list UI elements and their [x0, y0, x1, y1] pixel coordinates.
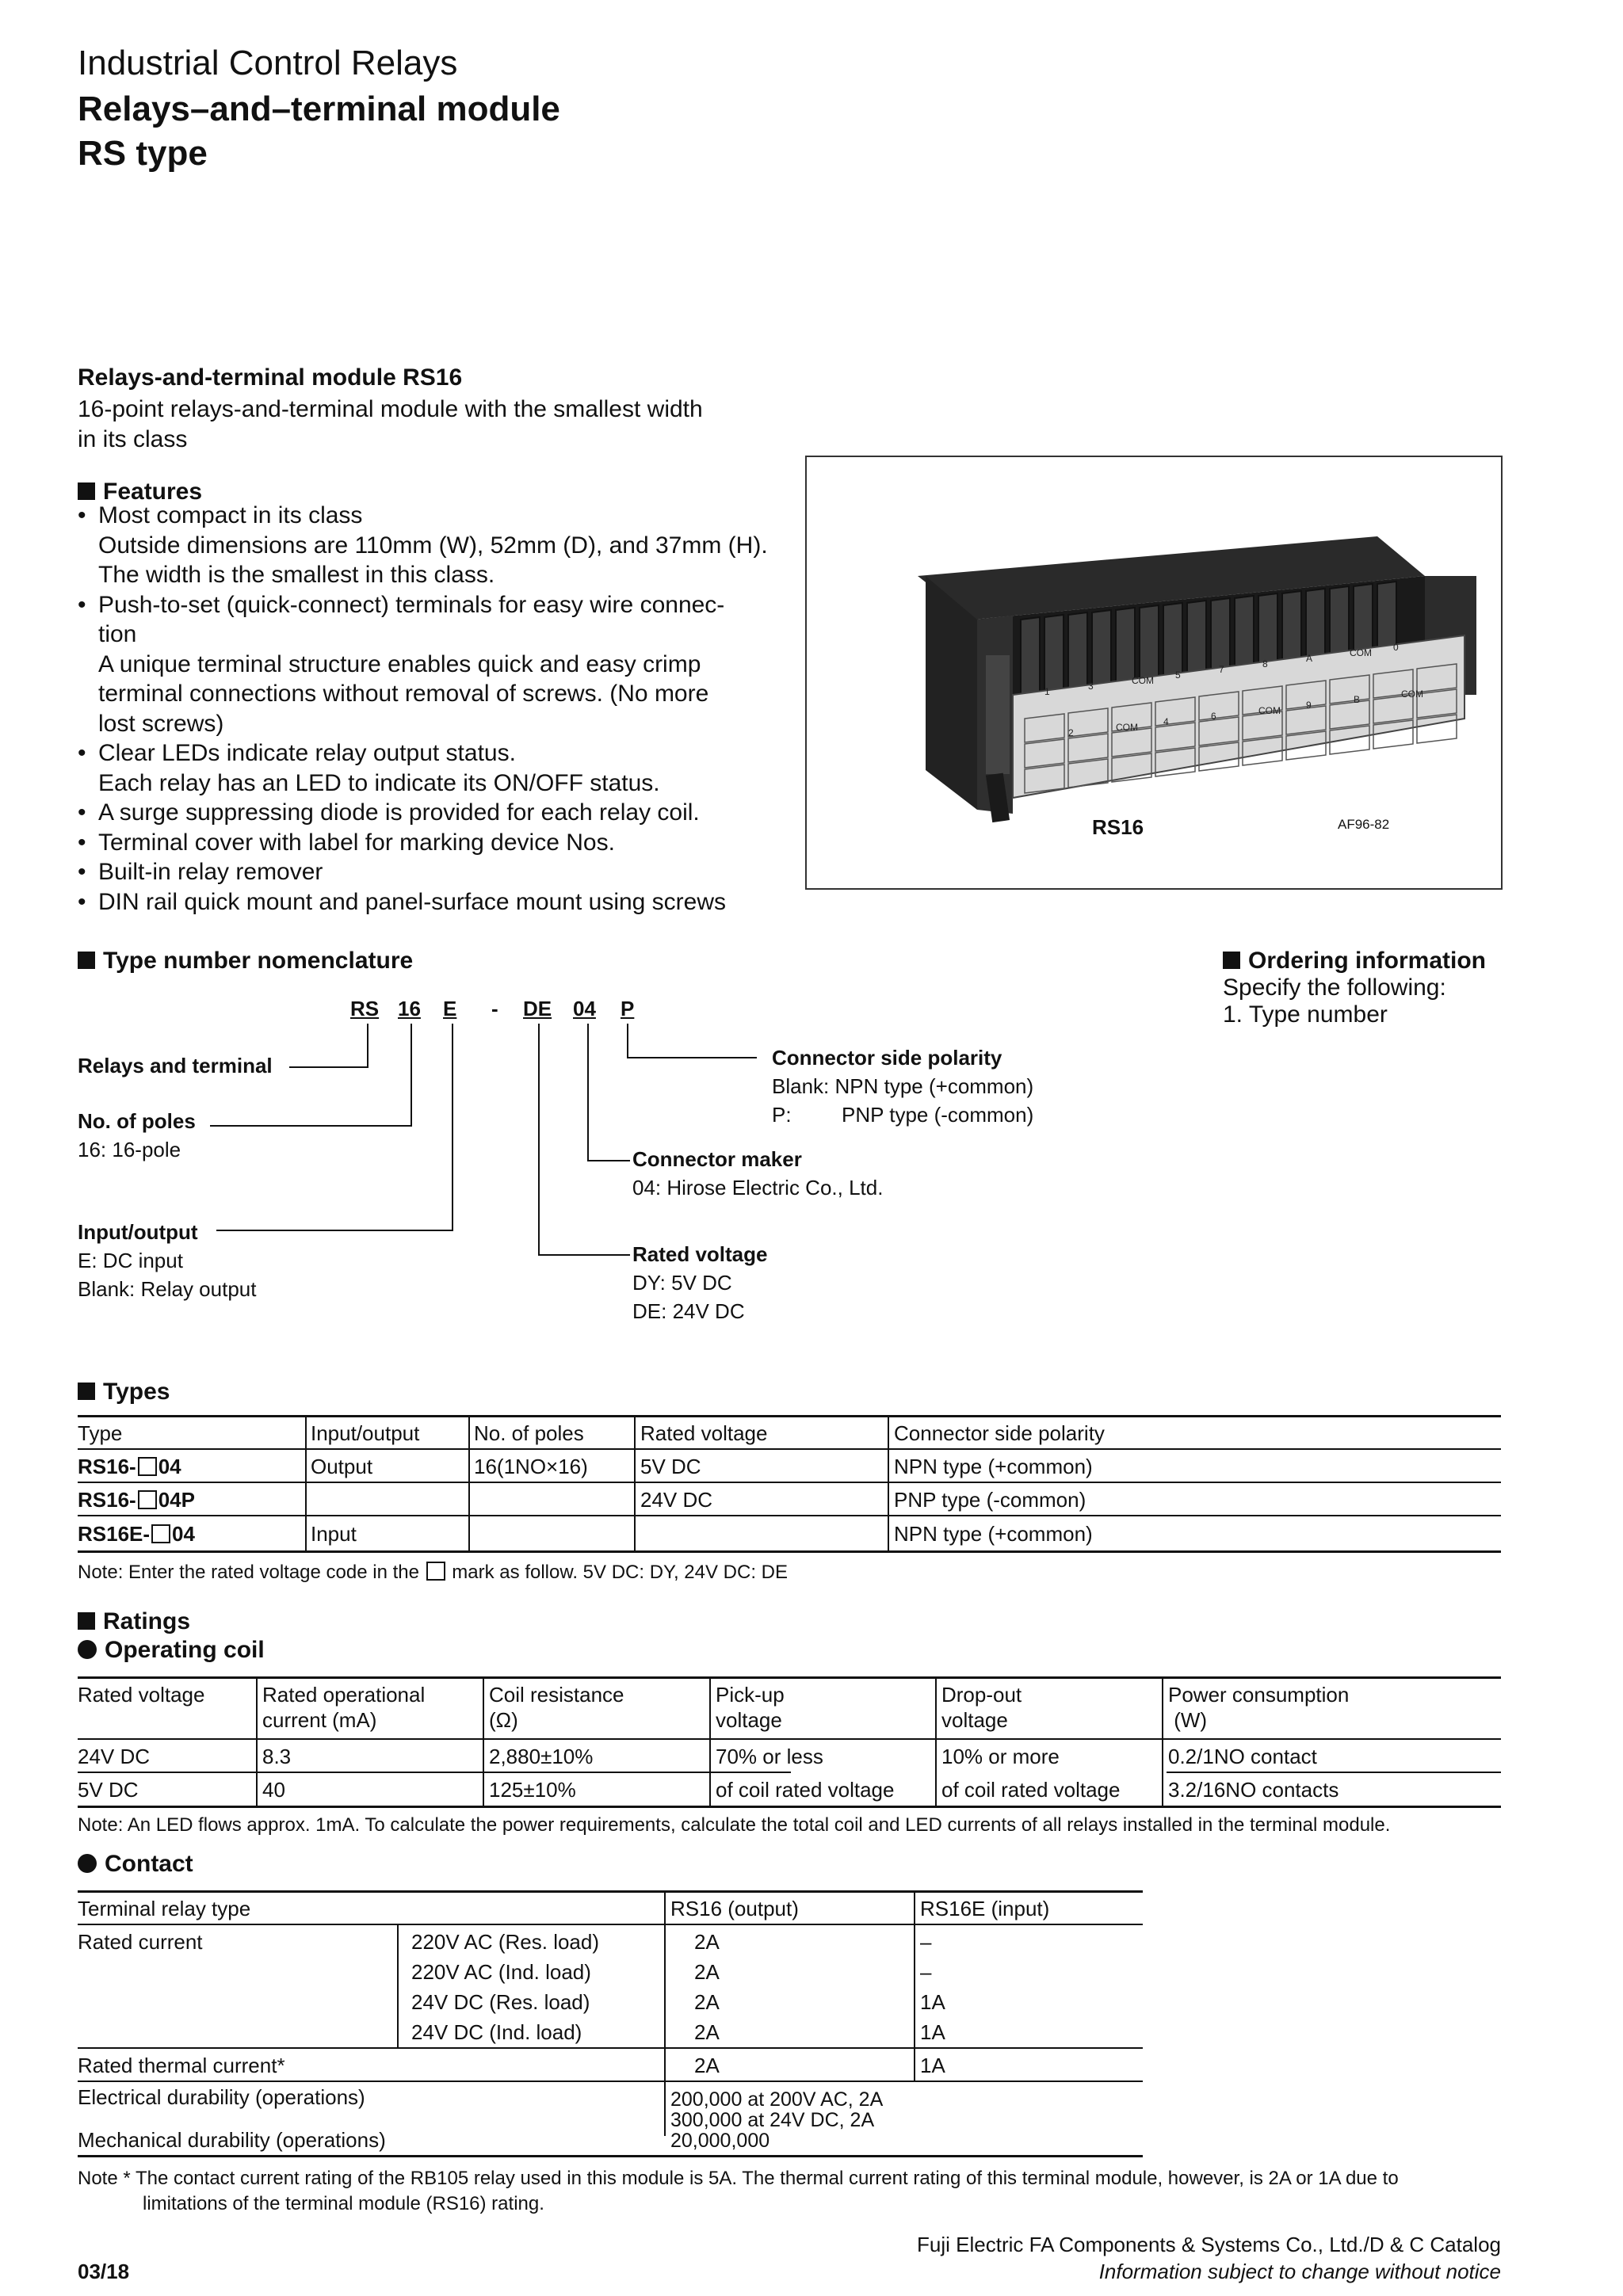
- relay-slat: [1021, 617, 1040, 697]
- table-cell: Rated current: [78, 1930, 203, 1954]
- leader-line: [587, 1024, 589, 1161]
- header-title: Relays–and–terminal module: [78, 90, 560, 128]
- table-cell: –: [920, 1960, 932, 1984]
- table-cell: 40: [262, 1778, 285, 1802]
- table-rule: [78, 1482, 1501, 1483]
- table-cell: Mechanical durability (operations): [78, 2128, 386, 2152]
- list-item: terminal connections without removal of screws. (No more: [98, 681, 709, 707]
- table-header: Drop-out: [941, 1683, 1022, 1707]
- table-rule: [483, 1676, 484, 1808]
- list-item: • Push-to-set (quick-connect) terminals for easy wire connec-: [78, 591, 725, 618]
- table-cell: Input: [311, 1522, 357, 1546]
- nomenclature-io-label: Input/output: [78, 1220, 198, 1244]
- nomenclature-poles-label: No. of poles: [78, 1109, 196, 1133]
- code-p: P: [621, 997, 635, 1020]
- table-header: Input/output: [311, 1421, 420, 1445]
- terminal-label: B: [1354, 694, 1361, 705]
- terminal-label: 0: [1393, 642, 1399, 653]
- leader-line: [627, 1024, 628, 1058]
- table-rule: [1162, 1676, 1163, 1808]
- terminal-label: 3: [1088, 681, 1094, 692]
- table-rule: [78, 1924, 1143, 1925]
- nomenclature-voltage-dy: DY: 5V DC: [632, 1271, 732, 1295]
- square-bullet-icon: [78, 1383, 95, 1400]
- table-header: (W): [1168, 1708, 1208, 1732]
- list-item: • Most compact in its class: [78, 502, 363, 528]
- table-header: Coil resistance: [489, 1683, 624, 1707]
- leader-line: [289, 1066, 369, 1068]
- table-rule: [78, 1550, 1501, 1553]
- product-photo-frame: [805, 456, 1503, 890]
- relay-slat: [1044, 615, 1064, 695]
- table-header: Type: [78, 1421, 123, 1445]
- contact-note-1: Note * The contact current rating of the RB105 relay used in this module is 5A. The thermal current rating of this terminal module, however, is 2A or 1A due to: [78, 2168, 1399, 2189]
- table-rule: [78, 1738, 1501, 1740]
- table-cell: –: [920, 1930, 932, 1954]
- nomenclature-voltage-label: Rated voltage: [632, 1242, 768, 1266]
- table-rule: [78, 2081, 1143, 2082]
- table-cell: 125±10%: [489, 1778, 576, 1802]
- code-16: 16: [398, 997, 421, 1020]
- code-dash: -: [491, 997, 498, 1020]
- terminal-label: 1: [1044, 686, 1050, 697]
- terminal-label: 4: [1163, 716, 1169, 727]
- list-item: • Built-in relay remover: [78, 859, 323, 885]
- table-cell: 2A: [694, 2054, 720, 2077]
- table-rule: [256, 1676, 258, 1808]
- table-cell: 300,000 at 24V DC, 2A: [670, 2109, 875, 2131]
- list-item: Each relay has an LED to indicate its ON/OFF status.: [98, 769, 660, 796]
- terminal-label: A: [1306, 653, 1313, 664]
- ordering-heading-text: Ordering information: [1248, 948, 1486, 974]
- footer-company: Fuji Electric FA Components & Systems Co., Ltd./D & C Catalog: [917, 2233, 1501, 2256]
- table-cell: 24V DC (Ind. load): [411, 2020, 582, 2044]
- terminal-label: COM: [1350, 647, 1372, 658]
- nomenclature-polarity-label: Connector side polarity: [772, 1046, 1002, 1070]
- terminal-label: 7: [1219, 664, 1224, 675]
- table-cell: 16(1NO×16): [474, 1455, 588, 1478]
- table-cell: 20,000,000: [670, 2130, 770, 2152]
- table-cell: RS16E- 04: [78, 1522, 195, 1546]
- table-cell: 1A: [920, 2054, 945, 2077]
- relay-slat: [1140, 605, 1159, 685]
- table-rule: [468, 1415, 470, 1553]
- table-rule: [914, 1890, 915, 2081]
- table-rule: [78, 1676, 1501, 1679]
- table-cell: 24V DC: [78, 1745, 151, 1768]
- leader-line: [367, 1024, 369, 1068]
- photo-caption: RS16: [1092, 815, 1144, 839]
- blank-box-icon: [426, 1562, 445, 1581]
- table-cell: RS16- 04: [78, 1455, 181, 1478]
- nomenclature-poles-value: 16: 16-pole: [78, 1138, 181, 1161]
- table-cell: NPN type (+common): [894, 1522, 1093, 1546]
- ordering-heading: [1223, 948, 1486, 974]
- terminal-label: 9: [1306, 700, 1312, 711]
- table-rule: [397, 1924, 399, 2047]
- table-cell: 2A: [694, 1930, 720, 1954]
- square-bullet-icon: [78, 1612, 95, 1630]
- table-cell: 24V DC: [640, 1488, 713, 1512]
- code-de: DE: [523, 997, 552, 1020]
- table-cell: NPN type (+common): [894, 1455, 1093, 1478]
- list-item: The width is the smallest in this class.: [98, 562, 495, 588]
- types-heading: [78, 1379, 170, 1405]
- table-rule: [78, 2047, 1143, 2049]
- terminal-label: COM: [1401, 688, 1423, 700]
- table-cell: 5V DC: [640, 1455, 701, 1478]
- product-desc-1: 16-point relays-and-terminal module with the smallest width: [78, 396, 703, 422]
- table-header: Connector side polarity: [894, 1421, 1105, 1445]
- terminal-label: 2: [1068, 727, 1074, 738]
- table-cell: 10% or more: [941, 1745, 1060, 1768]
- list-item: • Terminal cover with label for marking device Nos.: [78, 829, 615, 856]
- table-cell: Electrical durability (operations): [78, 2085, 365, 2109]
- list-item: • DIN rail quick mount and panel-surface mount using screws: [78, 888, 727, 915]
- list-item: lost screws): [98, 710, 224, 737]
- terminal-label: 5: [1175, 669, 1181, 681]
- leader-line: [411, 1024, 412, 1127]
- leader-line: [538, 1254, 630, 1256]
- features-heading-text: Features: [103, 479, 203, 505]
- terminal-label: 6: [1211, 711, 1216, 722]
- table-header: Rated voltage: [78, 1683, 205, 1707]
- table-rule: [634, 1415, 636, 1553]
- ratings-heading: [78, 1608, 190, 1635]
- footer-notice: Information subject to change without notice: [1098, 2260, 1501, 2283]
- nomenclature-heading: [78, 948, 413, 974]
- list-item: tion: [98, 621, 137, 647]
- leader-line: [452, 1024, 453, 1231]
- types-note: Note: Enter the rated voltage code in the mark as follow. 5V DC: DY, 24V DC: DE: [78, 1562, 788, 1583]
- coil-note: Note: An LED flows approx. 1mA. To calculate the power requirements, calculate the total coil and LED currents of all relays installed in the terminal module.: [78, 1814, 1391, 1836]
- table-rule: [78, 1772, 791, 1773]
- code-04: 04: [573, 997, 596, 1020]
- table-cell: of coil rated voltage: [941, 1778, 1121, 1802]
- header-category: Industrial Control Relays: [78, 44, 458, 82]
- table-cell: 8.3: [262, 1745, 292, 1768]
- table-cell: 2A: [694, 2020, 720, 2044]
- nomenclature-io-e: E: DC input: [78, 1249, 183, 1272]
- nomenclature-polarity-p-key: P:: [772, 1103, 792, 1127]
- table-rule: [709, 1676, 711, 1808]
- code-rs: RS: [350, 997, 380, 1020]
- table-cell: 2,880±10%: [489, 1745, 594, 1768]
- nomenclature-heading-text: Type number nomenclature: [103, 948, 414, 974]
- contact-table: [78, 1890, 1143, 2084]
- product-title: Relays-and-terminal module RS16: [78, 364, 463, 391]
- code-e: E: [443, 997, 457, 1020]
- terminal-label: COM: [1258, 705, 1281, 716]
- table-header: Pick-up: [716, 1683, 785, 1707]
- nomenclature-polarity-blank: Blank: NPN type (+common): [772, 1074, 1034, 1098]
- leader-line: [538, 1024, 540, 1256]
- table-rule: [664, 1890, 666, 2136]
- table-cell: 70% or less: [716, 1745, 823, 1768]
- table-cell: of coil rated voltage: [716, 1778, 895, 1802]
- nomenclature-polarity-p-val: PNP type (-common): [842, 1103, 1034, 1127]
- leader-line: [587, 1160, 630, 1161]
- table-rule: [78, 1515, 1501, 1516]
- blank-box-icon: [138, 1490, 157, 1509]
- table-cell: PNP type (-common): [894, 1488, 1086, 1512]
- table-rule: [888, 1415, 889, 1553]
- leader-line: [216, 1230, 453, 1231]
- product-desc-2: in its class: [78, 426, 188, 452]
- square-bullet-icon: [78, 482, 95, 500]
- table-cell: RS16- 04P: [78, 1488, 195, 1512]
- contact-heading: [78, 1851, 193, 1878]
- relay-slat: [1187, 601, 1206, 681]
- table-cell: 3.2/16NO contacts: [1168, 1778, 1339, 1802]
- table-cell: 2A: [694, 1960, 720, 1984]
- list-item: Outside dimensions are 110mm (W), 52mm (D), and 37mm (H).: [98, 532, 768, 559]
- leader-line: [627, 1057, 757, 1058]
- table-cell: Rated thermal current*: [78, 2054, 285, 2077]
- table-header: voltage: [941, 1708, 1008, 1732]
- table-cell: 1A: [920, 1990, 945, 2014]
- relay-slat: [1092, 610, 1111, 690]
- table-cell: 5V DC: [78, 1778, 139, 1802]
- table-header: RS16E (input): [920, 1897, 1050, 1920]
- table-cell: 220V AC (Ind. load): [411, 1960, 591, 1984]
- square-bullet-icon: [1223, 952, 1240, 969]
- table-cell: 200,000 at 200V AC, 2A: [670, 2088, 884, 2111]
- table-header: Terminal relay type: [78, 1897, 251, 1920]
- footer-page-number: 03/18: [78, 2260, 130, 2283]
- nomenclature-relays-terminal: Relays and terminal: [78, 1054, 273, 1077]
- circle-bullet-icon: [78, 1640, 97, 1659]
- terminal-label: COM: [1132, 675, 1154, 686]
- ordering-line-2: 1. Type number: [1223, 1001, 1388, 1028]
- table-header: (Ω): [489, 1708, 518, 1732]
- table-header: RS16 (output): [670, 1897, 799, 1920]
- table-rule: [78, 1415, 1501, 1417]
- ordering-line-1: Specify the following:: [1223, 974, 1446, 1001]
- table-cell: 0.2/1NO contact: [1168, 1745, 1317, 1768]
- coil-heading: [78, 1637, 265, 1664]
- contact-note-2: limitations of the terminal module (RS16) rating.: [143, 2193, 544, 2214]
- terminal-label: 8: [1262, 658, 1268, 669]
- table-rule: [1167, 1772, 1501, 1773]
- table-rule: [935, 1676, 937, 1808]
- photo-code: AF96-82: [1338, 817, 1390, 832]
- types-heading-text: Types: [103, 1379, 170, 1405]
- blank-box-icon: [138, 1457, 157, 1476]
- contact-heading-text: Contact: [105, 1851, 193, 1877]
- table-cell: 24V DC (Res. load): [411, 1990, 590, 2014]
- table-header: Rated voltage: [640, 1421, 768, 1445]
- types-table: [78, 1415, 1501, 1553]
- coil-table: [78, 1676, 1501, 1808]
- nomenclature-maker-label: Connector maker: [632, 1147, 802, 1171]
- table-cell: 1A: [920, 2020, 945, 2044]
- nomenclature-io-blank: Blank: Relay output: [78, 1277, 257, 1301]
- coil-heading-text: Operating coil: [105, 1637, 265, 1663]
- table-cell: 2A: [694, 1990, 720, 2014]
- table-header: Power consumption: [1168, 1683, 1350, 1707]
- table-rule: [78, 1806, 1501, 1808]
- relay-slat: [1068, 612, 1087, 692]
- relay-module-illustration: [807, 457, 1501, 888]
- list-item: • Clear LEDs indicate relay output status.: [78, 740, 516, 766]
- list-item: A unique terminal structure enables quick and easy crimp: [98, 650, 701, 677]
- table-header: Rated operational: [262, 1683, 426, 1707]
- nomenclature-voltage-de: DE: 24V DC: [632, 1299, 745, 1323]
- ratings-heading-text: Ratings: [103, 1608, 191, 1634]
- table-cell: Output: [311, 1455, 373, 1478]
- table-rule: [78, 1890, 1143, 1893]
- table-rule: [78, 1448, 1501, 1450]
- features-list: [78, 501, 768, 917]
- nomenclature-maker-value: 04: Hirose Electric Co., Ltd.: [632, 1176, 884, 1199]
- list-item: • A surge suppressing diode is provided for each relay coil.: [78, 799, 700, 826]
- blank-box-icon: [151, 1524, 170, 1543]
- table-header: current (mA): [262, 1708, 377, 1732]
- square-bullet-icon: [78, 952, 95, 969]
- table-header: No. of poles: [474, 1421, 584, 1445]
- header-subtitle: RS type: [78, 134, 208, 173]
- table-cell: 220V AC (Res. load): [411, 1930, 600, 1954]
- leader-line: [210, 1125, 412, 1127]
- table-header: voltage: [716, 1708, 782, 1732]
- terminal-label: COM: [1116, 722, 1138, 733]
- table-rule: [78, 2155, 1143, 2157]
- circle-bullet-icon: [78, 1854, 97, 1873]
